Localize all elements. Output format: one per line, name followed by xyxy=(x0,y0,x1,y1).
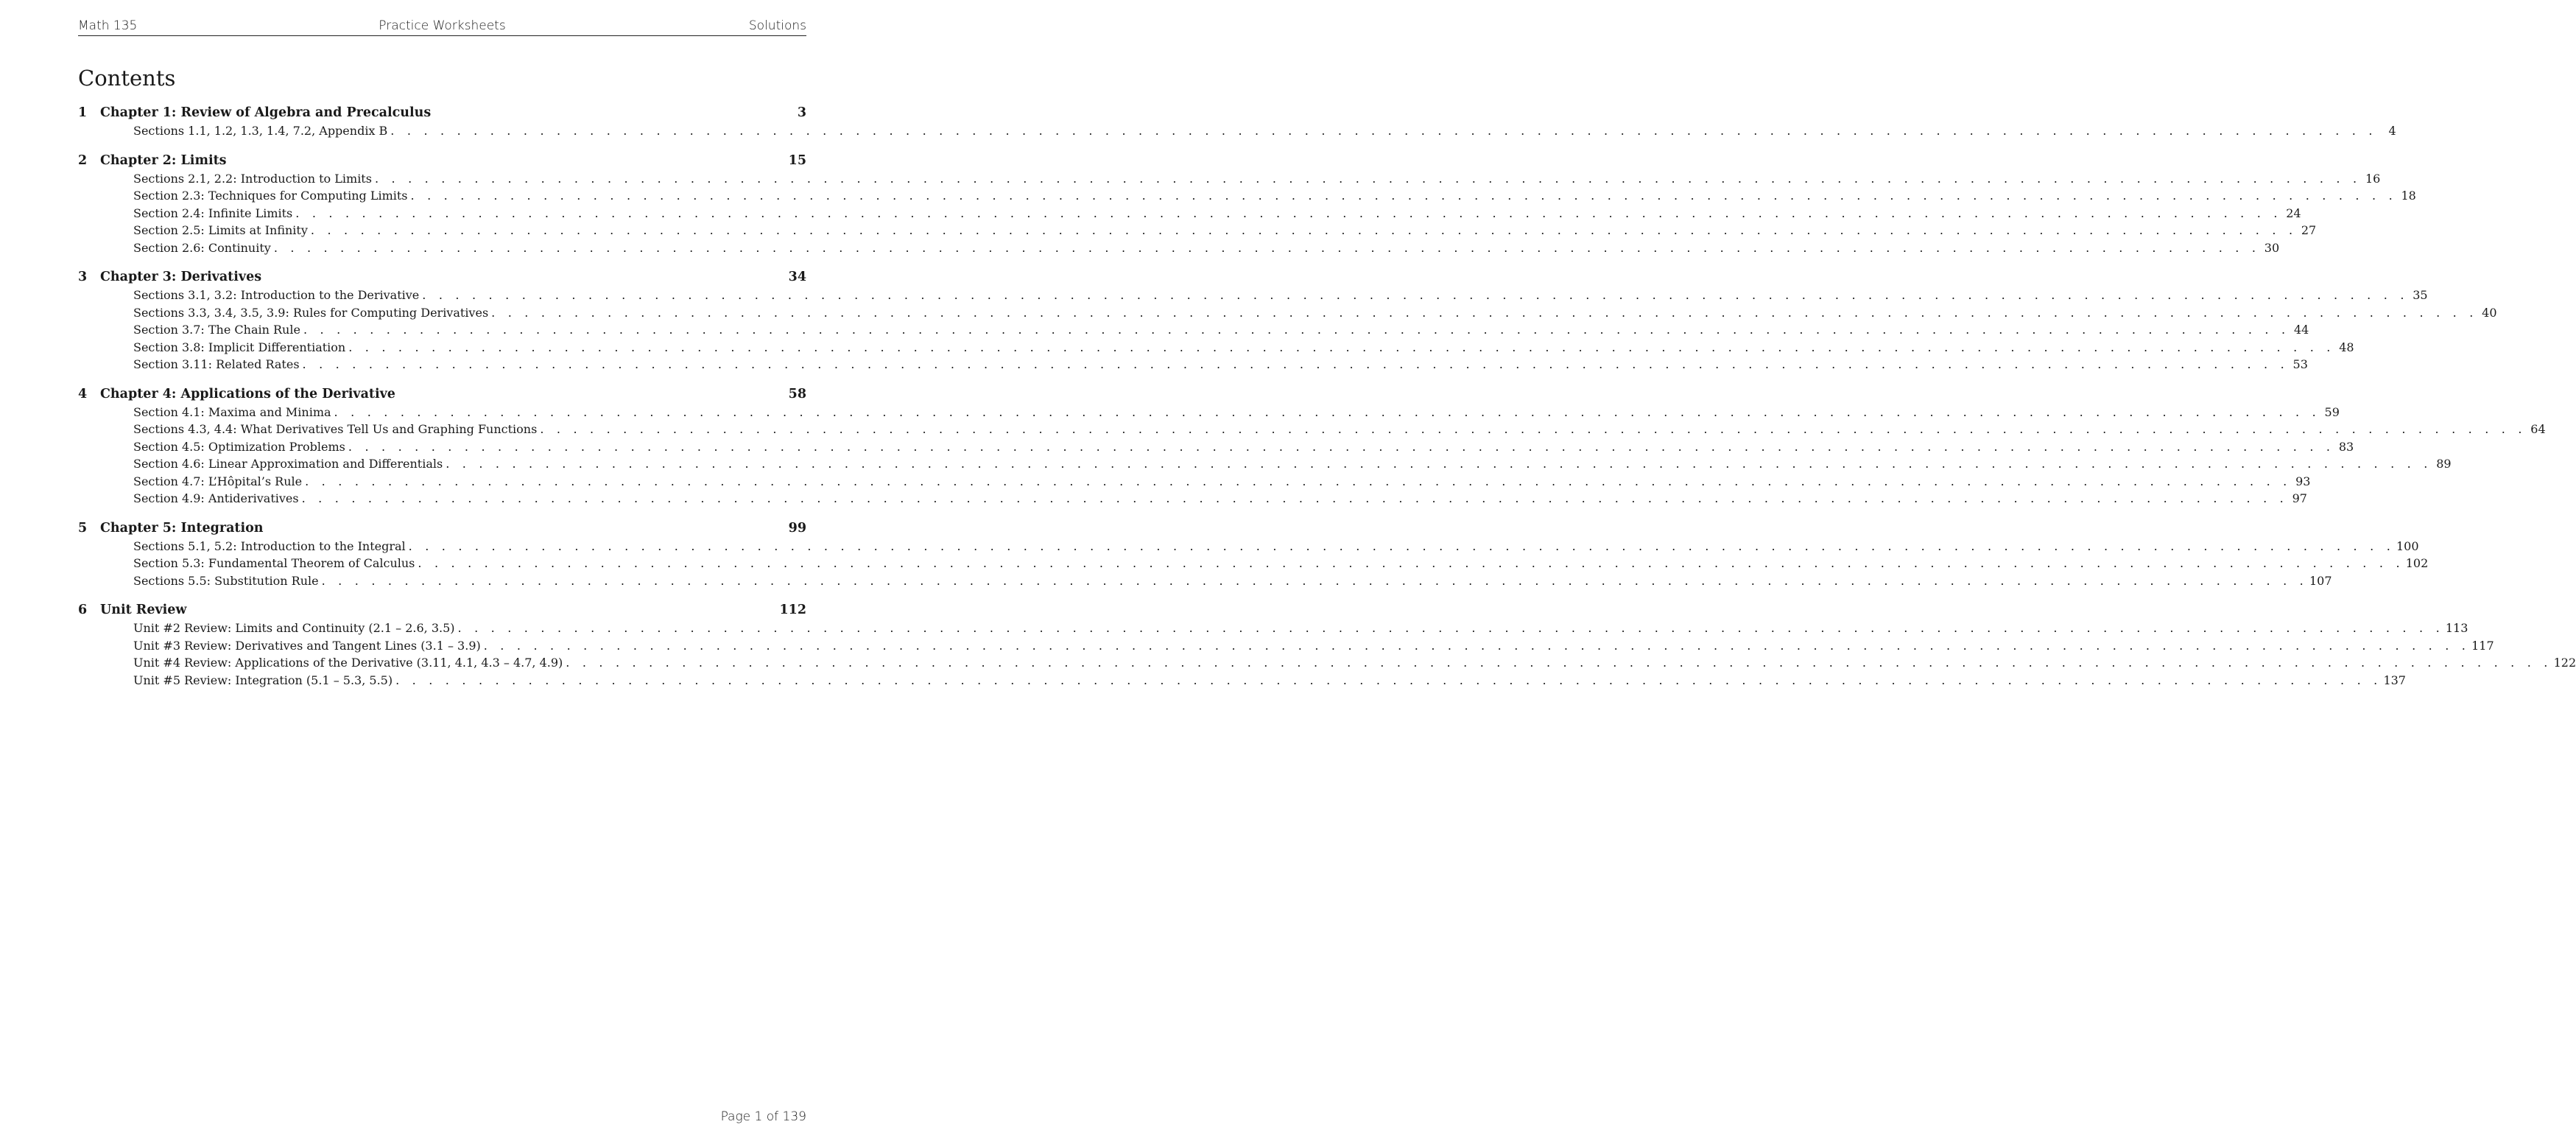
section-page-number: 100 xyxy=(2396,538,2419,553)
section-title: Section 4.6: Linear Approximation and Differentials xyxy=(133,457,443,471)
page-number: Page 1 of 139 xyxy=(720,1109,806,1124)
toc-chapter xyxy=(78,103,2396,140)
section-page-number: 102 xyxy=(2405,556,2429,570)
section-title: Section 4.9: Antiderivatives xyxy=(133,491,299,505)
section-title: Section 3.7: The Chain Rule xyxy=(133,323,300,337)
dot-leader: . . . . . . . . . . . . . . . . . . . . . . . . . . . . . . . . . . . . . . . . . . . . . . . . . . . . . . . . . . . . . . . . . . . . . . . . . . . . . . . . . . . . . . . . . . . . . . . . . . . . . . . . . . . . . . . . . . . . . . . . xyxy=(303,323,2290,337)
header-title: Practice Worksheets xyxy=(379,18,506,33)
toc-chapter xyxy=(78,519,2429,590)
section-title: Section 3.8: Implicit Differentiation xyxy=(133,340,346,354)
dot-leader: . . . . . . . . . . . . . . . . . . . . . . . . . . . . . . . . . . . . . . . . . . . . . . . . . . . . . . . . . . . . . . . . . . . . . . . . . . . . . . . . . . . . . . . . . . . . . . . . . . . . . . . . . . . . . . . . . . . . . . . . xyxy=(566,656,2552,670)
section-page-number: 40 xyxy=(2482,305,2497,320)
dot-leader: . . . . . . . . . . . . . . . . . . . . . . . . . . . . . . . . . . . . . . . . . . . . . . . . . . . . . . . . . . . . . . . . . . . . . . . . . . . . . . . . . . . . . . . . . . . . . . . . . . . . . . . . . . . . . . . . . . . . . . . . xyxy=(321,573,2308,588)
section-title: Unit #4 Review: Applications of the Derivative (3.11, 4.1, 4.3 – 4.7, 4.9) xyxy=(133,656,563,670)
toc-section-entry[interactable] xyxy=(78,404,2340,421)
toc-section-entry[interactable] xyxy=(78,455,2452,473)
toc-section-entry[interactable] xyxy=(78,321,2309,339)
chapter-page-number: 3 xyxy=(797,105,806,120)
section-page-number: 16 xyxy=(2365,171,2381,186)
toc-chapter-entry[interactable] xyxy=(78,600,806,620)
dot-leader: . . . . . . . . . . . . . . . . . . . . . . . . . . . . . . . . . . . . . . . . . . . . . . . . . . . . . . . . . . . . . . . . . . . . . . . . . . . . . . . . . . . . . . . . . . . . . . . . . . . . . . . . . . . . . . . . . . . . . . . . xyxy=(390,124,2377,138)
toc-section-entry[interactable] xyxy=(78,222,2317,239)
chapter-page-number: 58 xyxy=(788,386,806,401)
section-page-number: 30 xyxy=(2264,240,2280,255)
dot-leader: . . . . . . . . . . . . . . . . . . . . . . . . . . . . . . . . . . . . . . . . . . . . . . . . . . . . . . . . . . . . . . . . . . . . . . . . . . . . . . . . . . . . . . . . . . . . . . . . . . . . . . . . . . . . . . . . . . . . . . . . xyxy=(446,457,2432,471)
chapter-number: 3 xyxy=(78,270,88,284)
toc-section-entry[interactable] xyxy=(78,654,2576,672)
toc-section-entry[interactable] xyxy=(78,170,2381,188)
page-header xyxy=(78,16,806,36)
dot-leader: . . . . . . . . . . . . . . . . . . . . . . . . . . . . . . . . . . . . . . . . . . . . . . . . . . . . . . . . . . . . . . . . . . . . . . . . . . . . . . . . . . . . . . . . . . . . . . . . . . . . . . . . . . . . . . . . . . . . . . . . xyxy=(422,288,2409,302)
chapter-number: 4 xyxy=(78,386,88,401)
toc-chapter-entry[interactable] xyxy=(78,103,806,122)
chapter-title: Unit Review xyxy=(100,603,187,617)
toc-section-entry[interactable] xyxy=(78,187,2416,205)
section-title: Unit #2 Review: Limits and Continuity (2.1 – 2.6, 3.5) xyxy=(133,621,455,635)
toc-section-entry[interactable] xyxy=(78,473,2311,491)
chapter-number: 1 xyxy=(78,105,88,120)
section-title: Sections 5.1, 5.2: Introduction to the Integral xyxy=(133,538,406,553)
toc-section-entry[interactable] xyxy=(78,339,2354,357)
section-title: Unit #3 Review: Derivatives and Tangent Lines (3.1 – 3.9) xyxy=(133,638,481,653)
dot-leader: . . . . . . . . . . . . . . . . . . . . . . . . . . . . . . . . . . . . . . . . . . . . . . . . . . . . . . . . . . . . . . . . . . . . . . . . . . . . . . . . . . . . . . . . . . . . . . . . . . . . . . . . . . . . . . . . . . . . . . . . xyxy=(418,556,2404,570)
dot-leader: . . . . . . . . . . . . . . . . . . . . . . . . . . . . . . . . . . . . . . . . . . . . . . . . . . . . . . . . . . . . . . . . . . . . . . . . . . . . . . . . . . . . . . . . . . . . . . . . . . . . . . . . . . . . . . . . . . . . . . . . xyxy=(295,206,2282,220)
chapter-page-number: 112 xyxy=(779,603,806,617)
section-title: Section 5.3: Fundamental Theorem of Calculus xyxy=(133,556,415,570)
dot-leader: . . . . . . . . . . . . . . . . . . . . . . . . . . . . . . . . . . . . . . . . . . . . . . . . . . . . . . . . . . . . . . . . . . . . . . . . . . . . . . . . . . . . . . . . . . . . . . . . . . . . . . . . . . . . . . . . . . . . . . . . xyxy=(483,638,2471,653)
toc-chapter xyxy=(78,385,2546,508)
section-page-number: 113 xyxy=(2445,621,2468,635)
dot-leader: . . . . . . . . . . . . . . . . . . . . . . . . . . . . . . . . . . . . . . . . . . . . . . . . . . . . . . . . . . . . . . . . . . . . . . . . . . . . . . . . . . . . . . . . . . . . . . . . . . . . . . . . . . . . . . . . . . . . . . . . xyxy=(457,621,2444,635)
toc-section-entry[interactable] xyxy=(78,287,2428,304)
toc-section-entry[interactable] xyxy=(78,637,2494,655)
section-title: Section 4.5: Optimization Problems xyxy=(133,439,345,454)
section-page-number: 117 xyxy=(2471,638,2494,653)
section-title: Sections 3.1, 3.2: Introduction to the Derivative xyxy=(133,288,420,302)
chapter-number: 6 xyxy=(78,603,88,617)
chapter-title: Chapter 1: Review of Algebra and Precalculus xyxy=(100,105,432,120)
chapter-page-number: 99 xyxy=(788,520,806,536)
section-page-number: 93 xyxy=(2295,474,2311,488)
dot-leader: . . . . . . . . . . . . . . . . . . . . . . . . . . . . . . . . . . . . . . . . . . . . . . . . . . . . . . . . . . . . . . . . . . . . . . . . . . . . . . . . . . . . . . . . . . . . . . . . . . . . . . . . . . . . . . . . . . . . . . . . xyxy=(302,357,2289,371)
toc-chapter xyxy=(78,151,2416,257)
toc-section-entry[interactable] xyxy=(78,122,2396,140)
dot-leader: . . . . . . . . . . . . . . . . . . . . . . . . . . . . . . . . . . . . . . . . . . . . . . . . . . . . . . . . . . . . . . . . . . . . . . . . . . . . . . . . . . . . . . . . . . . . . . . . . . . . . . . . . . . . . . . . . . . . . . . . xyxy=(374,171,2362,186)
section-title: Sections 2.1, 2.2: Introduction to Limits xyxy=(133,171,372,186)
section-title: Section 2.6: Continuity xyxy=(133,240,271,255)
chapter-title: Chapter 5: Integration xyxy=(100,520,264,536)
section-page-number: 18 xyxy=(2401,189,2416,203)
toc-heading: Contents xyxy=(78,66,176,91)
toc-chapter-entry[interactable] xyxy=(78,267,806,287)
section-page-number: 4 xyxy=(2388,124,2396,138)
section-page-number: 44 xyxy=(2293,323,2309,337)
toc-section-entry[interactable] xyxy=(78,304,2497,322)
section-title: Section 4.7: L’Hôpital’s Rule xyxy=(133,474,303,488)
section-page-number: 35 xyxy=(2413,288,2428,302)
section-page-number: 48 xyxy=(2339,340,2354,354)
chapter-title: Chapter 4: Applications of the Derivative xyxy=(100,386,395,401)
toc-section-entry[interactable] xyxy=(78,239,2280,257)
dot-leader: . . . . . . . . . . . . . . . . . . . . . . . . . . . . . . . . . . . . . . . . . . . . . . . . . . . . . . . . . . . . . . . . . . . . . . . . . . . . . . . . . . . . . . . . . . . . . . . . . . . . . . . . . . . . . . . . . . . . . . . . xyxy=(491,305,2478,320)
toc-section-entry[interactable] xyxy=(78,555,2429,572)
section-title: Section 2.4: Infinite Limits xyxy=(133,206,293,220)
section-page-number: 64 xyxy=(2530,422,2546,436)
dot-leader: . . . . . . . . . . . . . . . . . . . . . . . . . . . . . . . . . . . . . . . . . . . . . . . . . . . . . . . . . . . . . . . . . . . . . . . . . . . . . . . . . . . . . . . . . . . . . . . . . . . . . . . . . . . . . . . . . . . . . . . . xyxy=(348,439,2335,454)
dot-leader: . . . . . . . . . . . . . . . . . . . . . . . . . . . . . . . . . . . . . . . . . . . . . . . . . . . . . . . . . . . . . . . . . . . . . . . . . . . . . . . . . . . . . . . . . . . . . . . . . . . . . . . . . . . . . . . . . . . . . . . . xyxy=(334,404,2320,419)
section-title: Sections 4.3, 4.4: What Derivatives Tell Us and Graphing Functions xyxy=(133,422,538,436)
chapter-page-number: 34 xyxy=(788,270,806,284)
section-page-number: 89 xyxy=(2436,457,2452,471)
toc-section-entry[interactable] xyxy=(78,672,2406,689)
chapter-title: Chapter 2: Limits xyxy=(100,152,227,168)
section-page-number: 59 xyxy=(2324,404,2340,419)
dot-leader: . . . . . . . . . . . . . . . . . . . . . . . . . . . . . . . . . . . . . . . . . . . . . . . . . . . . . . . . . . . . . . . . . . . . . . . . . . . . . . . . . . . . . . . . . . . . . . . . . . . . . . . . . . . . . . . . . . . . . . . . xyxy=(408,538,2395,553)
section-page-number: 24 xyxy=(2286,206,2301,220)
chapter-number: 2 xyxy=(78,152,88,168)
toc-section-entry[interactable] xyxy=(78,205,2301,222)
toc-chapter xyxy=(78,600,2576,689)
section-title: Unit #5 Review: Integration (5.1 – 5.3, 5.5) xyxy=(133,673,393,687)
section-title: Section 4.1: Maxima and Minima xyxy=(133,404,331,419)
dot-leader: . . . . . . . . . . . . . . . . . . . . . . . . . . . . . . . . . . . . . . . . . . . . . . . . . . . . . . . . . . . . . . . . . . . . . . . . . . . . . . . . . . . . . . . . . . . . . . . . . . . . . . . . . . . . . . . . . . . . . . . . xyxy=(410,189,2397,203)
section-page-number: 122 xyxy=(2553,656,2576,670)
toc-section-entry[interactable] xyxy=(78,538,2419,555)
section-page-number: 53 xyxy=(2292,357,2308,371)
section-page-number: 107 xyxy=(2309,573,2332,588)
section-page-number: 97 xyxy=(2292,491,2307,505)
section-title: Sections 1.1, 1.2, 1.3, 1.4, 7.2, Appendix B xyxy=(133,124,388,138)
chapter-number: 5 xyxy=(78,520,88,536)
toc-section-entry[interactable] xyxy=(78,490,2307,508)
dot-leader: . . . . . . . . . . . . . . . . . . . . . . . . . . . . . . . . . . . . . . . . . . . . . . . . . . . . . . . . . . . . . . . . . . . . . . . . . . . . . . . . . . . . . . . . . . . . . . . . . . . . . . . . . . . . . . . . . . . . . . . . xyxy=(540,422,2527,436)
header-course: Math 135 xyxy=(78,18,138,33)
toc-section-entry[interactable] xyxy=(78,356,2308,373)
table-of-contents xyxy=(78,103,2576,700)
dot-leader: . . . . . . . . . . . . . . . . . . . . . . . . . . . . . . . . . . . . . . . . . . . . . . . . . . . . . . . . . . . . . . . . . . . . . . . . . . . . . . . . . . . . . . . . . . . . . . . . . . . . . . . . . . . . . . . . . . . . . . . . xyxy=(305,474,2292,488)
dot-leader: . . . . . . . . . . . . . . . . . . . . . . . . . . . . . . . . . . . . . . . . . . . . . . . . . . . . . . . . . . . . . . . . . . . . . . . . . . . . . . . . . . . . . . . . . . . . . . . . . . . . . . . . . . . . . . . . . . . . . . . . xyxy=(273,240,2261,255)
toc-section-entry[interactable] xyxy=(78,438,2354,456)
chapter-title: Chapter 3: Derivatives xyxy=(100,270,262,284)
section-title: Section 2.5: Limits at Infinity xyxy=(133,223,308,237)
toc-chapter-entry[interactable] xyxy=(78,385,806,404)
dot-leader: . . . . . . . . . . . . . . . . . . . . . . . . . . . . . . . . . . . . . . . . . . . . . . . . . . . . . . . . . . . . . . . . . . . . . . . . . . . . . . . . . . . . . . . . . . . . . . . . . . . . . . . . . . . . . . . . . . . . . . . . xyxy=(348,340,2335,354)
section-title: Sections 3.3, 3.4, 3.5, 3.9: Rules for Computing Derivatives xyxy=(133,305,489,320)
dot-leader: . . . . . . . . . . . . . . . . . . . . . . . . . . . . . . . . . . . . . . . . . . . . . . . . . . . . . . . . . . . . . . . . . . . . . . . . . . . . . . . . . . . . . . . . . . . . . . . . . . . . . . . . . . . . . . . . . . . . . . . . xyxy=(310,223,2298,237)
dot-leader: . . . . . . . . . . . . . . . . . . . . . . . . . . . . . . . . . . . . . . . . . . . . . . . . . . . . . . . . . . . . . . . . . . . . . . . . . . . . . . . . . . . . . . . . . . . . . . . . . . . . . . . . . . . . . . . . . . . . . . . . xyxy=(395,673,2382,687)
dot-leader: . . . . . . . . . . . . . . . . . . . . . . . . . . . . . . . . . . . . . . . . . . . . . . . . . . . . . . . . . . . . . . . . . . . . . . . . . . . . . . . . . . . . . . . . . . . . . . . . . . . . . . . . . . . . . . . . . . . . . . . . xyxy=(301,491,2288,505)
header-type: Solutions xyxy=(748,18,806,33)
section-page-number: 137 xyxy=(2383,673,2406,687)
toc-chapter-entry[interactable] xyxy=(78,151,806,170)
toc-section-entry[interactable] xyxy=(78,620,2468,637)
toc-chapter xyxy=(78,267,2497,373)
section-page-number: 83 xyxy=(2338,439,2354,454)
toc-section-entry[interactable] xyxy=(78,572,2332,590)
toc-section-entry[interactable] xyxy=(78,421,2546,438)
section-title: Section 2.3: Techniques for Computing Limits xyxy=(133,189,408,203)
section-title: Section 3.11: Related Rates xyxy=(133,357,300,371)
section-title: Sections 5.5: Substitution Rule xyxy=(133,573,319,588)
chapter-page-number: 15 xyxy=(788,152,806,168)
section-page-number: 27 xyxy=(2301,223,2317,237)
toc-chapter-entry[interactable] xyxy=(78,519,806,538)
